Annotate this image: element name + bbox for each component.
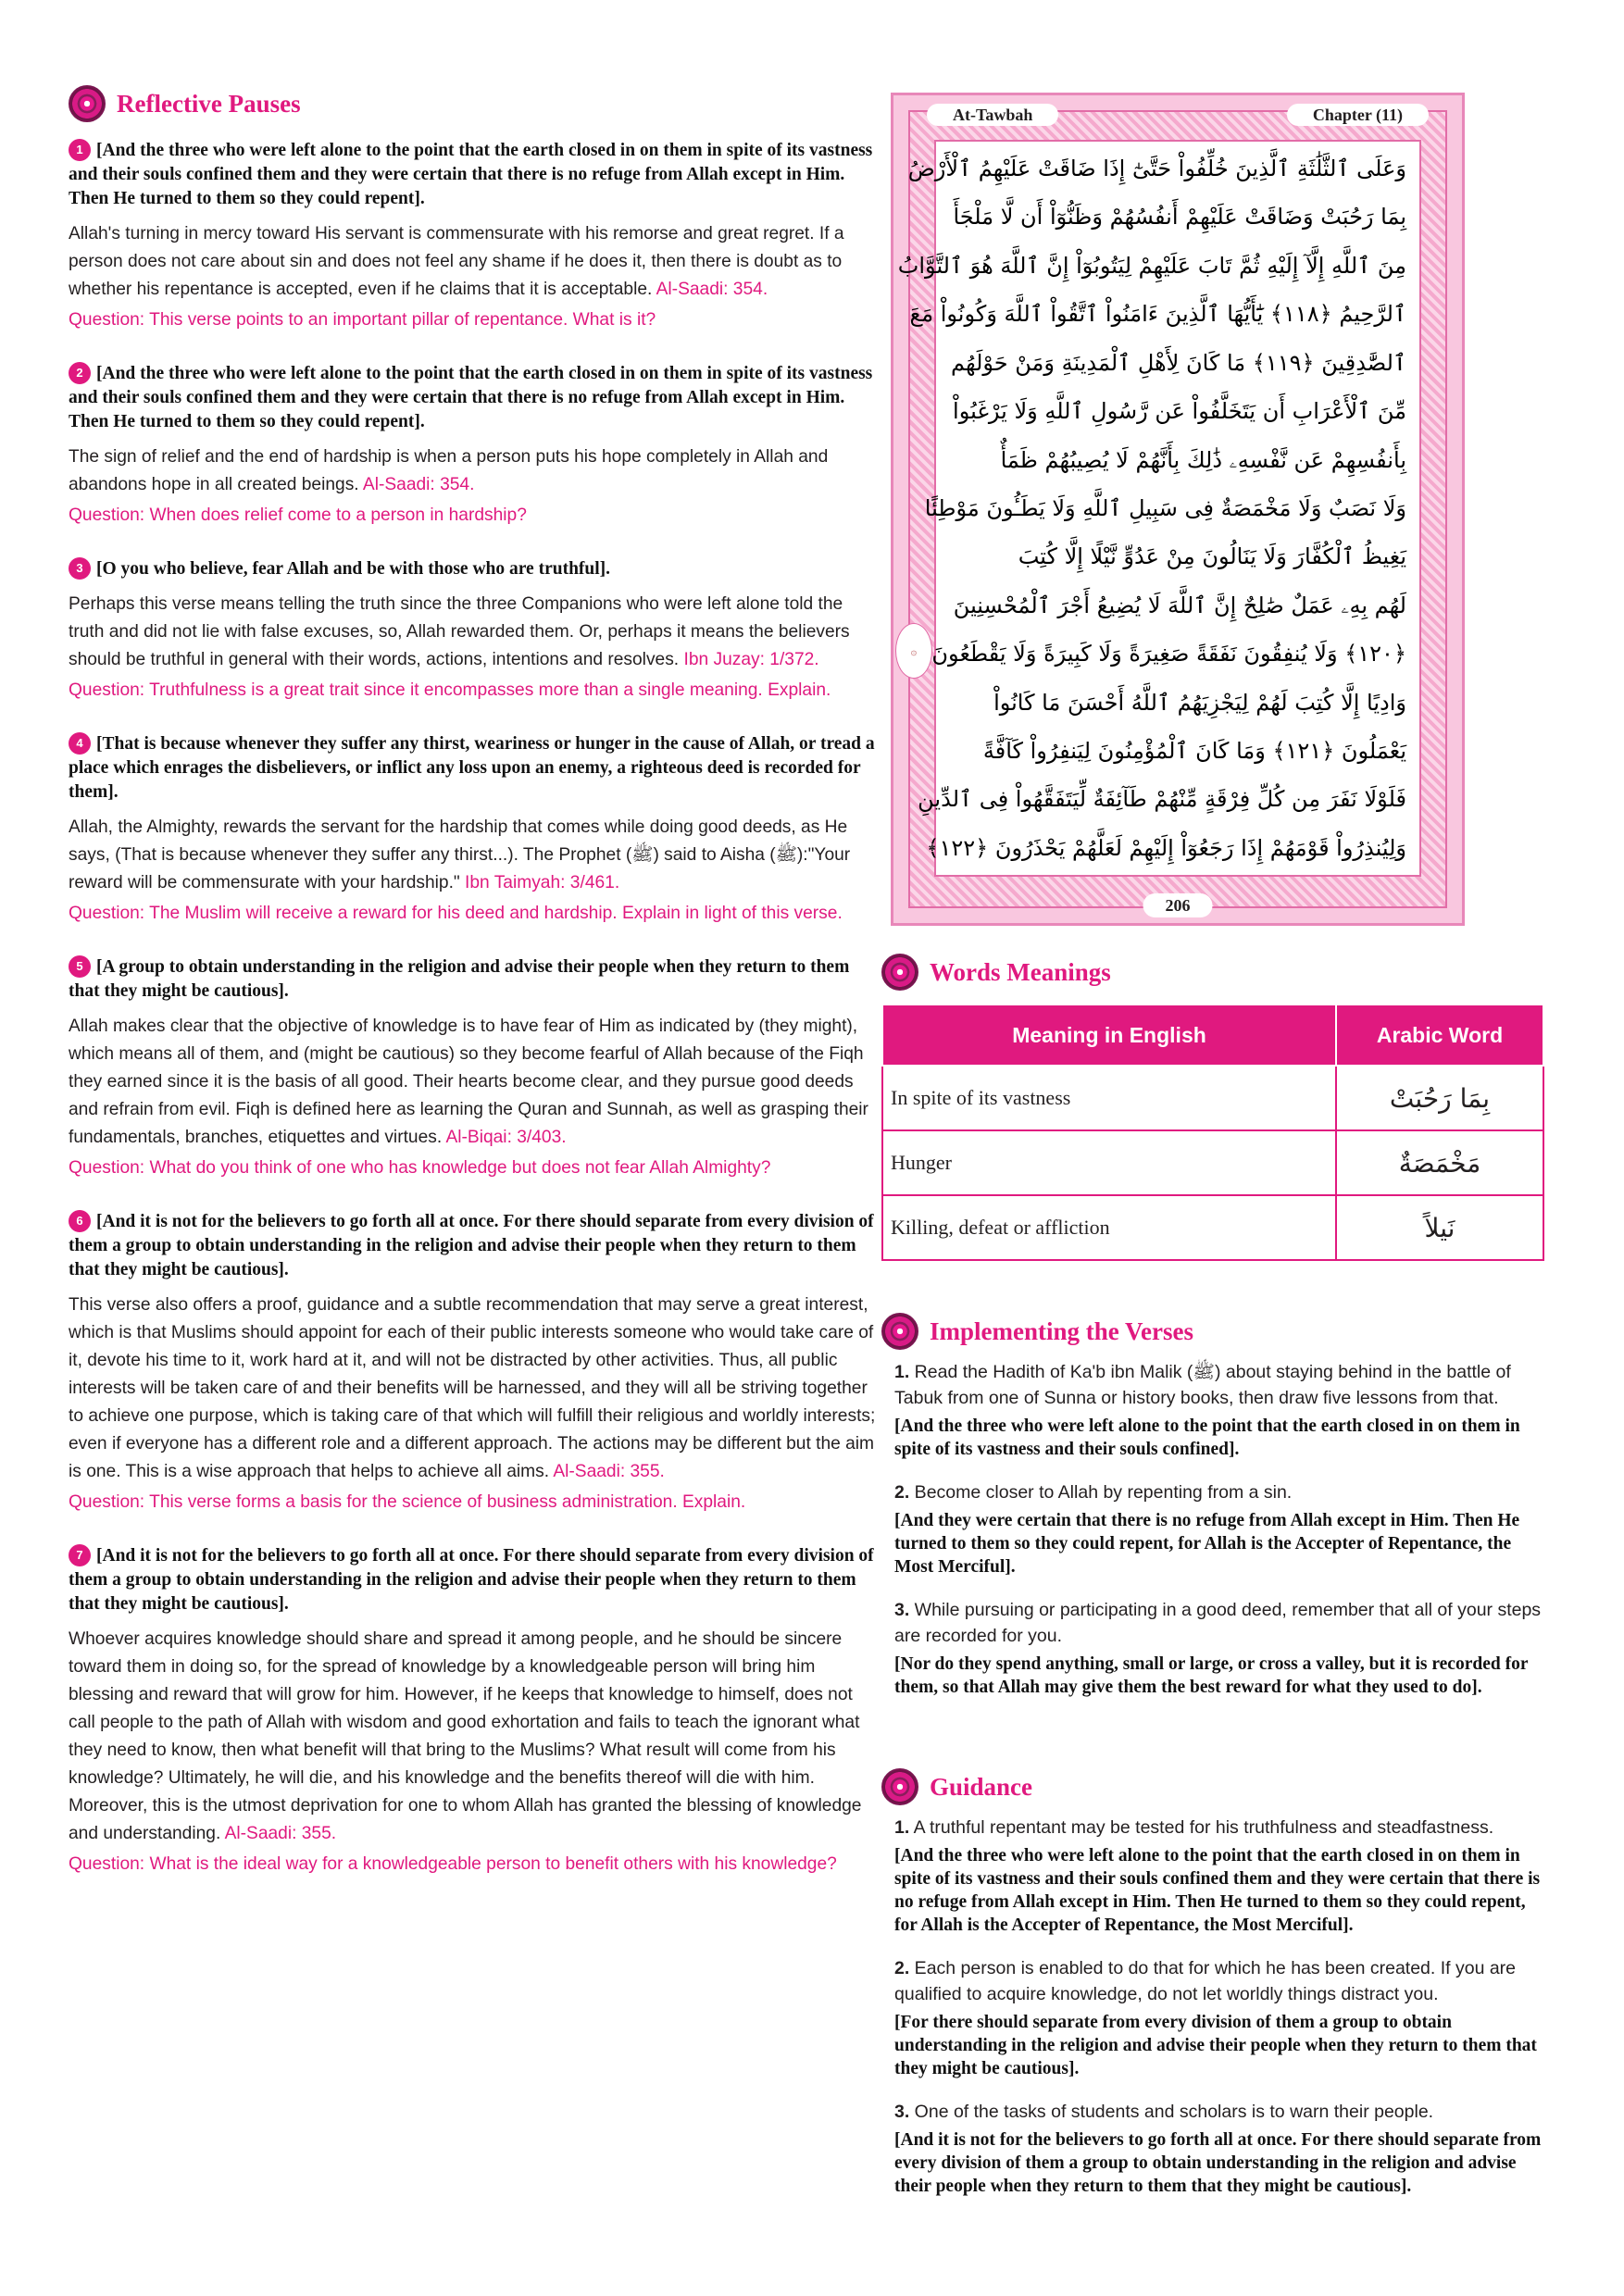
item-body: Read the Hadith of Ka'b ibn Malik (ﷺ) about staying behind in the battle of Tabuk from one of Sunna or history books, then draw five lessons from that. [894,1362,1511,1408]
quran-line: وَعَلَى ٱلثَّلَٰثَةِ ٱلَّذِينَ خُلِّفُواْ حَتَّىٰٓ إِذَا ضَاقَتْ عَلَيْهِمُ ٱلْأَرْضُ [907,156,1406,181]
english-meaning: Killing, defeat or affliction [882,1195,1336,1260]
reflection-item [69,362,876,530]
quran-line: وَلَا نَصَبٌ وَلَا مَخْمَصَةٌ فِى سَبِيلِ ٱللَّهِ وَلَا يَطَـُٔونَ مَوْطِئًا [924,494,1406,521]
chapter-label: Chapter (11) [1287,104,1429,126]
item-verse: [And the three who were left alone to the point that the earth closed in on them in spite of its vastness and their souls confined them and they were certain that there is no refuge from Allah except in Him. Then He turned to them so they could repent, for Allah is the Accepter of Repentance, the Most Merciful]. [894,1846,1541,1935]
reflection-list [69,139,876,1878]
guidance-item [894,1815,1548,1937]
item-text [894,1597,1548,1649]
section-header [881,1768,1548,1805]
commentary-body: This verse also offers a proof, guidance and a subtle recommendation that may serve a great interest, which is that Muslims should appoint for each of their public interests someone who would take care of it, devote his time to it, work hard at it, and will not be distracted by other activities. Thus, all public interests will be taken care of and their benefits will be harnessed, and they will all be striving together to achieve one purpose, which is taking care of that which will fulfill their religious and worldly interests; even if everyone has a different role and a different approach. The actions may be different but the aim is one. This is a wise approach that helps to achieve all aims. [69,1295,876,1481]
item-number-badge: 6 [69,1210,91,1232]
quran-line: يَغِيظُ ٱلْكُفَّارَ وَلَا يَنَالُونَ مِنْ عَدُوٍّ نَّيْلًا إِلَّا كُتِبَ [1018,543,1406,570]
section-header [69,85,876,122]
quran-line: وَادِيًا إِلَّا كُتِبَ لَهُمْ لِيَجْزِيَهُمُ ٱللَّهُ أَحْسَنَ مَا كَانُواْ [993,689,1406,716]
english-meaning: Hunger [882,1130,1336,1195]
section-title: Guidance [930,1772,1033,1801]
rosette-icon [881,1768,918,1805]
reflection-item [69,1544,876,1878]
reflection-question: Question: This verse forms a basis for the science of business administration. Explain. [69,1492,746,1512]
reflection-question: Question: What do you think of one who has knowledge but does not fear Allah Almighty? [69,1158,771,1178]
source-reference: Al-Saadi: 355. [224,1824,337,1843]
commentary-text [69,1292,876,1486]
reflection-question: Question: This verse points to an important pillar of repentance. What is it? [69,310,656,330]
item-number: 2. [894,1482,910,1503]
quran-line: ٱلرَّحِيمُ ﴿١١٨﴾ يَٰٓأَيُّهَا ٱلَّذِينَ ءَامَنُواْ ٱتَّقُواْ ٱللَّهَ وَكُونُواْ مَعَ [909,301,1406,328]
hizb-marker-icon: ۞ [895,623,932,679]
section-title: Words Meanings [930,957,1111,986]
verse-quote: [And it is not for the believers to go forth all at once. For there should separate from every division of them a group to obtain understanding in the religion and advise their people when they return to them that they might be cautious]. [69,1546,874,1614]
rosette-icon [69,85,106,122]
reflection-question: Question: Truthfulness is a great trait since it encompasses more than a single meaning. Explain. [69,680,831,700]
guidance-item [894,1955,1548,2080]
implementing-item [894,1479,1548,1578]
quran-page-image [891,93,1465,926]
reflection-question: Question: The Muslim will receive a reward for his deed and hardship. Explain in light of this verse. [69,904,843,923]
item-verse: [And they were certain that there is no refuge from Allah except in Him. Then He turned to them so they could repent, for Allah is the Accepter of Repentance, the Most Merciful]. [894,1511,1520,1577]
verse-quote: [And the three who were left alone to the point that the earth closed in on them in spite of its vastness and their souls confined them and they were certain that there is no refuge from Allah except in Him. Then He turned to them so they could repent]. [69,141,873,208]
quran-line: بِأَنفُسِهِمْ عَن نَّفْسِهِۦ ذَٰلِكَ بِأَنَّهُمْ لَا يُصِيبُهُمْ ظَمَأٌ [1000,446,1406,473]
reflection-item [69,1210,876,1516]
verse-quote: [That is because whenever they suffer any thirst, weariness or hunger in the cause of Allah, or tread a place which enrages the disbelievers, or inflict any loss upon an enemy, a righteous deed is recorded for them]. [69,734,875,802]
guidance-list [881,1815,1548,2198]
item-number: 3. [894,2102,910,2122]
guidance-section [881,1768,1548,2216]
section-title: Implementing the Verses [930,1316,1193,1345]
item-verse: [And the three who were left alone to the point that the earth closed in on them in spite of its vastness and their souls confined]. [894,1416,1520,1459]
commentary-body: Whoever acquires knowledge should share and spread it among people, and he should be sincere toward them in doing so, for the spread of knowledge by a knowledgeable person will bring him blessing and reward that will grow for him. However, if he keeps that knowledge to himself, does not call people to the path of Allah with wisdom and good exhortation and fails to teach the ignorant what they need to know, then what benefit will that bring to the Muslims? What result will come from his knowledge? Ultimately, he will die, and his knowledge and the benefits thereof will die with him. Moreover, this is the utmost deprivation for one to whom Allah has granted the blessing of knowledge and understanding. [69,1629,862,1843]
item-body: Each person is enabled to do that for which he has been created. If you are qualified to acquire knowledge, do not let worldly things distract you. [894,1958,1517,2004]
words-meanings-section [881,954,1548,1261]
item-body: A truthful repentant may be tested for his truthfulness and steadfastness. [909,1817,1494,1838]
quran-line: لَهُم بِهِۦ عَمَلٌ صَٰلِحٌ إِنَّ ٱللَّهَ لَا يُضِيعُ أَجْرَ ٱلْمُحْسِنِينَ [953,592,1406,618]
item-text [894,1955,1548,2007]
source-reference: Al-Saadi: 354. [362,475,475,494]
words-row [882,1195,1543,1260]
item-number: 3. [894,1600,910,1620]
quran-line: بِمَا رَحُبَتْ وَضَاقَتْ عَلَيْهِمْ أَنفُسُهُمْ وَظَنُّوٓاْ أَن لَّا مَلْجَأَ [953,204,1406,231]
source-reference: Ibn Taimyah: 3/461. [465,873,620,892]
item-verse: [Nor do they spend anything, small or large, or cross a valley, but it is recorded for them, so that Allah may give them the best reward for what they used to do]. [894,1654,1529,1697]
reflection-item [69,732,876,928]
verse-text [69,732,876,805]
quran-line: مِنَ ٱللَّهِ إِلَّآ إِلَيْهِ ثُمَّ تَابَ عَلَيْهِمْ لِيَتُوبُوٓاْ إِنَّ ٱللَّهَ هُوَ ٱلتَّوَّابُ [897,252,1406,279]
item-number: 1. [894,1362,910,1382]
item-number-badge: 1 [69,139,91,161]
item-text [894,1359,1548,1411]
item-verse: [For there should separate from every division of them a group to obtain understanding in the religion and advise their people when they return to them that they might be cautious]. [894,2013,1537,2078]
quran-line: وَلِيُنذِرُواْ قَوْمَهُمْ إِذَا رَجَعُوٓاْ إِلَيْهِمْ لَعَلَّهُمْ يَحْذَرُونَ ﴿١٢٢﴾ [926,834,1406,861]
item-number: 2. [894,1958,910,1978]
words-table [881,1004,1544,1261]
item-number-badge: 2 [69,362,91,384]
source-reference: Ibn Juzay: 1/372. [683,650,819,669]
verse-text [69,557,876,581]
commentary-body: Allah makes clear that the objective of knowledge is to have fear of Him as indicated by (they might), which means all of them, and (might be cautious) so they become fearful of Allah because of the Fiqh they earned since it is the basis of all good. Their hearts become clear, and they pursue good deeds and refrain from evil. Fiqh is defined here as learning the Quran and Sunnah, as well as grasping their fundamentals, branches, etiquettes and virtues. [69,1017,868,1147]
commentary-body: Allah, the Almighty, rewards the servant for the hardship that comes while doing good deeds, as He says, (That is because whenever they suffer any thirst...). The Prophet (ﷺ) said to Aisha (ﷺ):"Your reward will be commensurate with your hardship." [69,817,851,892]
verse-text [69,1210,876,1282]
quran-text [897,140,1421,877]
verse-quote: [A group to obtain understanding in the religion and advise their people when they return to them that they might be cautious]. [69,957,850,1001]
implementing-item [894,1359,1548,1461]
words-row [882,1130,1543,1195]
guidance-item [894,2099,1548,2198]
column-header-arabic: Arabic Word [1336,1004,1543,1066]
reflection-item [69,557,876,705]
section-title: Reflective Pauses [117,89,301,118]
quran-line: ٱلصَّٰدِقِينَ ﴿١١٩﴾ مَا كَانَ لِأَهْلِ ٱلْمَدِينَةِ وَمَنْ حَوْلَهُم [951,349,1406,376]
commentary-text [69,1013,876,1152]
verse-text [69,139,876,211]
item-number-badge: 5 [69,955,91,978]
column-header-english: Meaning in English [882,1004,1336,1066]
source-reference: Al-Biqai: 3/403. [445,1128,567,1147]
implementing-list [881,1359,1548,1699]
quran-page-header [927,103,1429,127]
reflection-item [69,139,876,334]
source-reference: Al-Saadi: 354. [656,280,768,299]
reflection-question: Question: What is the ideal way for a knowledgeable person to benefit others with his knowledge? [69,1854,837,1874]
verse-text [69,1544,876,1616]
item-number: 1. [894,1817,910,1838]
item-body: While pursuing or participating in a good deed, remember that all of your steps are recorded for you. [894,1600,1542,1646]
item-body: Become closer to Allah by repenting from a sin. [909,1482,1293,1503]
verse-quote: [And the three who were left alone to the point that the earth closed in on them in spite of its vastness and their souls confined them and they were certain that there is no refuge from Allah except in Him. Then He turned to them so they could repent]. [69,364,873,431]
commentary-body: Perhaps this verse means telling the truth since the three Companions who were left alone told the truth and did not lie with false excuses, so, Allah rewarded them. Or, perhaps it means the believers should be truthful in general with their words, actions, intentions and resolves. [69,594,850,669]
item-body: One of the tasks of students and scholars is to warn their people. [909,2102,1434,2122]
item-number-badge: 7 [69,1544,91,1566]
implementing-section [881,1313,1548,1717]
reflection-question: Question: When does relief come to a person in hardship? [69,505,527,525]
commentary-text [69,220,876,304]
source-reference: Al-Saadi: 355. [553,1462,665,1481]
commentary-text [69,443,876,499]
verse-quote: [And it is not for the believers to go forth all at once. For there should separate from every division of them a group to obtain understanding in the religion and advise their people when they return to them that they might be cautious]. [69,1212,874,1279]
commentary-text [69,591,876,674]
verse-quote: [O you who believe, fear Allah and be with those who are truthful]. [96,559,611,579]
arabic-word: نَيلاً [1336,1195,1543,1260]
verse-text [69,362,876,434]
surah-name: At-Tawbah [927,104,1058,126]
item-number-badge: 3 [69,557,91,580]
item-number-badge: 4 [69,732,91,755]
quran-line: ﴿١٢٠﴾ وَلَا يُنفِقُونَ نَفَقَةً صَغِيرَةً وَلَا كَبِيرَةً وَلَا يَقْطَعُونَ [931,641,1406,668]
item-text [894,1815,1548,1841]
commentary-text [69,1626,876,1848]
item-verse: [And it is not for the believers to go forth all at once. For there should separate from every division of them a group to obtain understanding in the religion and advise their people when they return to them that they might be cautious]. [894,2130,1542,2196]
reflective-pauses-section [69,85,876,1906]
commentary-text [69,814,876,897]
quran-line: يَعْمَلُونَ ﴿١٢١﴾ وَمَا كَانَ ٱلْمُؤْمِنُونَ لِيَنفِرُواْ كَآفَّةً [982,738,1406,765]
section-header [881,954,1548,991]
rosette-icon [881,1313,918,1350]
commentary-body: The sign of relief and the end of hardship is when a person puts his hope completely in Allah and abandons hope in all created beings. [69,447,829,494]
english-meaning: In spite of its vastness [882,1066,1336,1130]
commentary-body: Allah's turning in mercy toward His servant is commensurate with his remorse and great regret. If a person does not care about sin and does not feel any shame if he does it, then there is doubt as to whether his repentance is accepted, even if he claims that it is acceptable. [69,224,844,299]
item-text [894,1479,1548,1505]
rosette-icon [881,954,918,991]
reflection-item [69,955,876,1182]
quran-page-number: 206 [1143,893,1213,917]
quran-line: مِّنَ ٱلْأَعْرَابِ أَن يَتَخَلَّفُواْ عَن رَّسُولِ ٱللَّهِ وَلَا يَرْغَبُواْ [953,398,1406,425]
verse-text [69,955,876,1004]
item-text [894,2099,1548,2125]
implementing-item [894,1597,1548,1699]
arabic-word: بِمَا رَحُبَتْ [1336,1066,1543,1130]
quran-line: فَلَوْلَا نَفَرَ مِن كُلِّ فِرْقَةٍ مِّنْهُمْ طَآئِفَةٌ لِّيَتَفَقَّهُواْ فِى ٱلدِّينِ [918,786,1406,813]
section-header [881,1313,1548,1350]
arabic-word: مَخْمَصَةٌ [1336,1130,1543,1195]
words-row [882,1066,1543,1130]
